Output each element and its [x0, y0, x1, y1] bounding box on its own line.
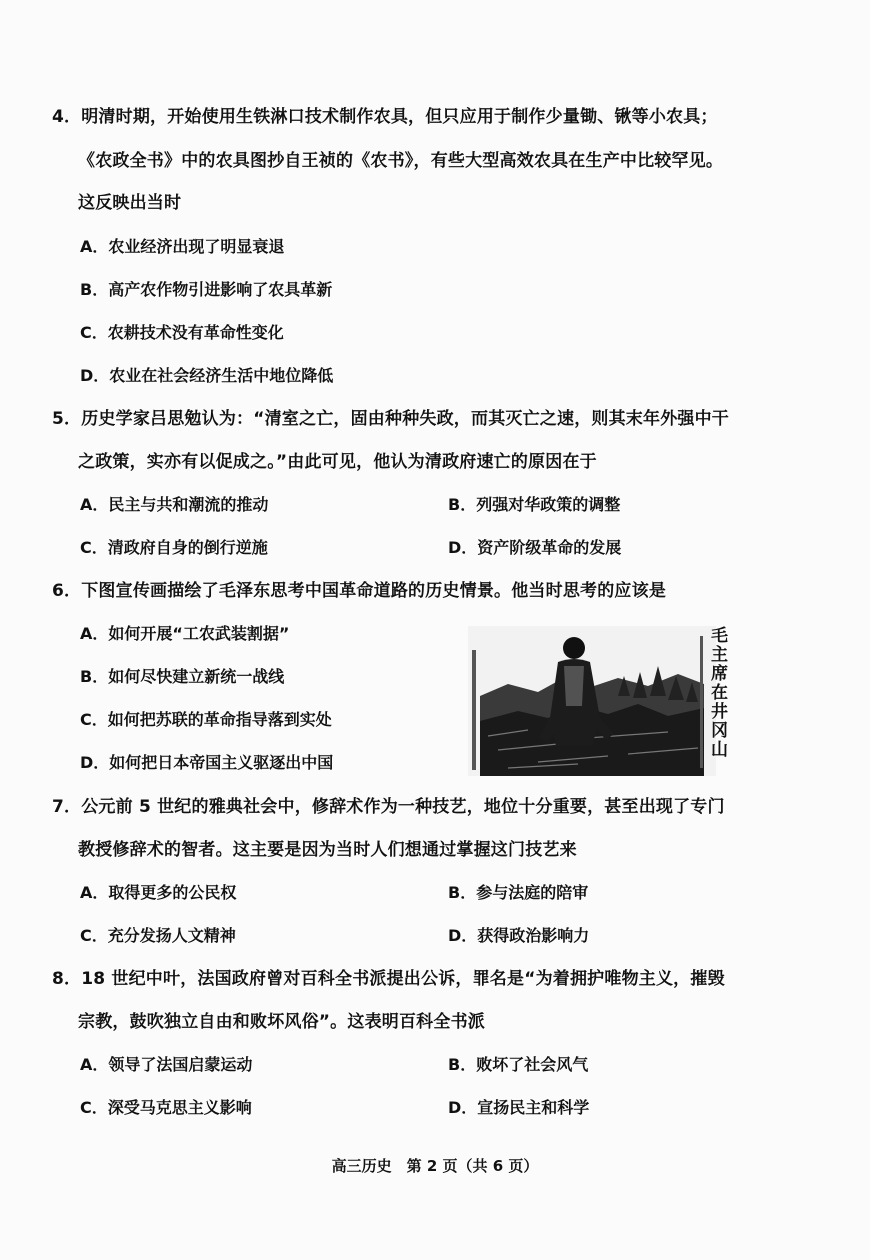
- q7-option-b: B．参与法庭的陪审: [448, 883, 589, 902]
- q4-option-a: A．农业经济出现了明显衰退: [80, 237, 285, 256]
- q4-stem-line3: 这反映出当时: [78, 193, 182, 213]
- q6-option-c: C．如何把苏联的革命指导落到实处: [80, 710, 332, 729]
- q8-stem-line2: 宗教，鼓吹独立自由和败坏风俗”。这表明百科全书派: [78, 1012, 485, 1032]
- q5-stem-line1: 5．历史学家吕思勉认为：“清室之亡，固由种种失政，而其灭亡之速，则其末年外强中干: [52, 409, 729, 429]
- q4-stem-line1: 4．明清时期，开始使用生铁淋口技术制作农具，但只应用于制作少量锄、锹等小农具；: [52, 107, 718, 127]
- q6-option-b: B．如何尽快建立新统一战线: [80, 667, 285, 686]
- q4-stem-line2: 《农政全书》中的农具图抄自王祯的《农书》，有些大型高效农具在生产中比较罕见。: [78, 151, 724, 171]
- q7-stem-line2: 教授修辞术的智者。这主要是因为当时人们想通过掌握这门技艺来: [78, 840, 577, 860]
- q7-option-c: C．充分发扬人文精神: [80, 926, 236, 945]
- q5-option-d: D．资产阶级革命的发展: [448, 538, 622, 557]
- q4-option-b: B．高产农作物引进影响了农具革新: [80, 280, 333, 299]
- q8-option-c: C．深受马克思主义影响: [80, 1098, 252, 1117]
- poster-caption: 毛主席在井冈山: [707, 626, 727, 759]
- q6-option-d: D．如何把日本帝国主义驱逐出中国: [80, 753, 334, 772]
- page-footer: 高三历史 第 2 页（共 6 页）: [331, 1157, 539, 1175]
- q5-option-b: B．列强对华政策的调整: [448, 495, 621, 514]
- q7-stem-line1: 7．公元前 5 世纪的雅典社会中，修辞术作为一种技艺，地位十分重要，甚至出现了专门: [52, 797, 725, 817]
- q5-stem-line2: 之政策，实亦有以促成之。”由此可见，他认为清政府速亡的原因在于: [78, 452, 597, 472]
- q8-option-a: A．领导了法国启蒙运动: [80, 1055, 253, 1074]
- q6-option-a: A．如何开展“工农武装割据”: [80, 624, 290, 643]
- q8-option-d: D．宣扬民主和科学: [448, 1098, 590, 1117]
- q5-option-a: A．民主与共和潮流的推动: [80, 495, 269, 514]
- q6-stem-line1: 6．下图宣传画描绘了毛泽东思考中国革命道路的历史情景。他当时思考的应该是: [52, 581, 667, 601]
- q7-option-a: A．取得更多的公民权: [80, 883, 237, 902]
- q7-option-d: D．获得政治影响力: [448, 926, 590, 945]
- propaganda-poster-image: [468, 626, 716, 776]
- q5-option-c: C．清政府自身的倒行逆施: [80, 538, 268, 557]
- q8-option-b: B．败坏了社会风气: [448, 1055, 589, 1074]
- q4-option-c: C．农耕技术没有革命性变化: [80, 323, 284, 342]
- q8-stem-line1: 8．18 世纪中叶，法国政府曾对百科全书派提出公诉，罪名是“为着拥护唯物主义，摧毁: [52, 969, 725, 989]
- q4-option-d: D．农业在社会经济生活中地位降低: [80, 366, 334, 385]
